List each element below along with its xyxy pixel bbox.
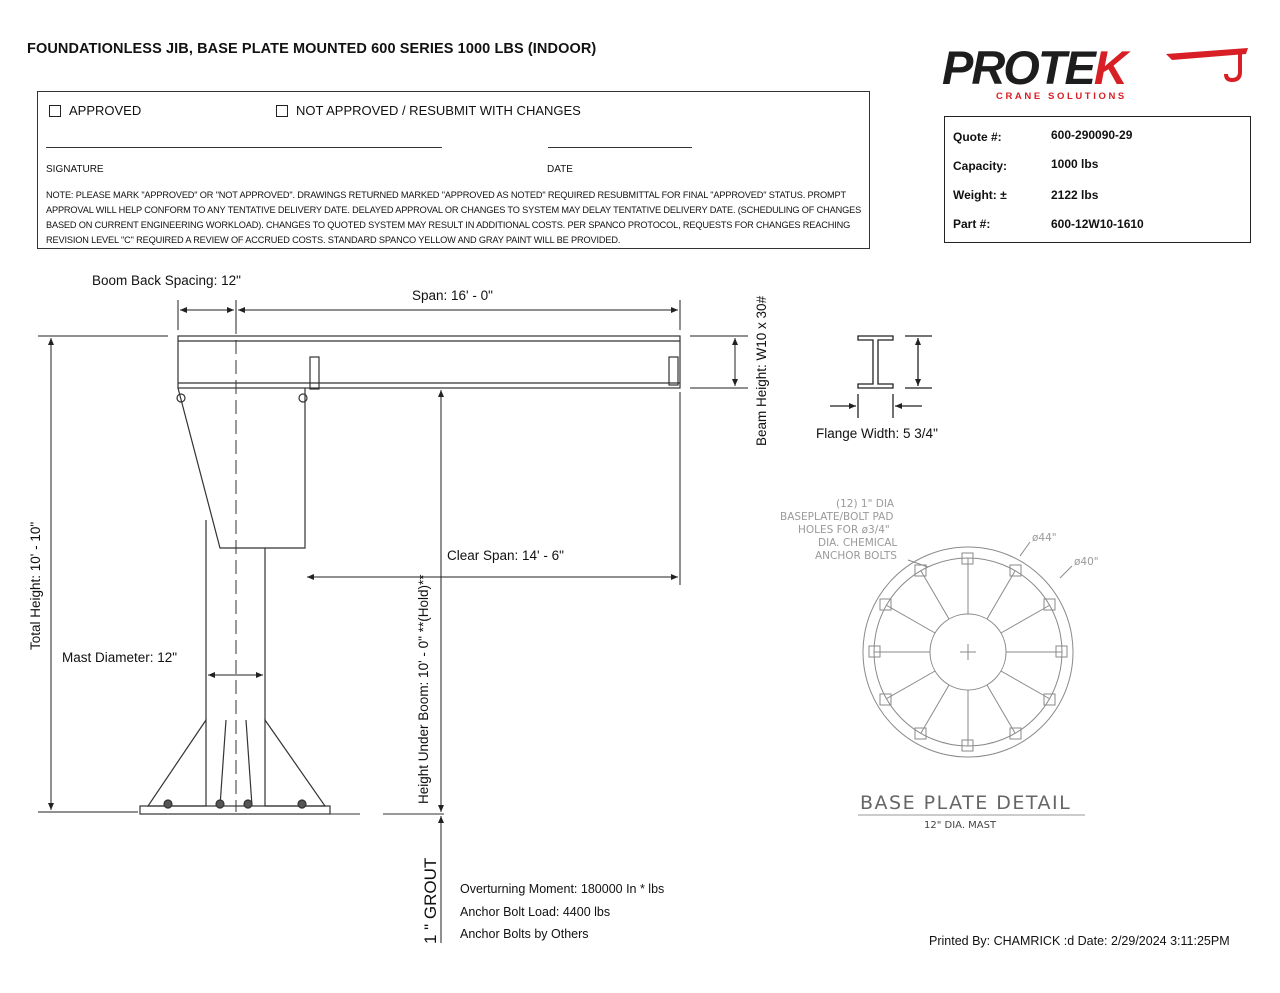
holes-note-line-5: ANCHOR BOLTS: [815, 550, 897, 562]
holes-note-line-4: DIA. CHEMICAL: [818, 537, 898, 549]
clear-span-label: Clear Span: 14' - 6": [447, 548, 564, 563]
base-plate-detail-subtitle: 12" DIA. MAST: [924, 820, 997, 831]
holes-note-line-3: HOLES FOR ø3/4": [798, 524, 890, 536]
bolt-circle-diameter-label: ø40": [1074, 556, 1099, 568]
span-dimension: [238, 300, 680, 330]
part-number-value: 600-12W10-1610: [1051, 217, 1144, 231]
beam-height-label: Beam Height: W10 x 30#: [754, 295, 769, 446]
boom-back-spacing-label: Boom Back Spacing: 12": [92, 273, 241, 288]
approved-label: APPROVED: [69, 103, 142, 118]
printed-by-footer: Printed By: CHAMRICK :d Date: 2/29/2024 3:11:25PM: [929, 934, 1230, 948]
logo-wordmark: PROTEK: [942, 41, 1126, 94]
total-height-dimension: [38, 336, 168, 812]
height-under-boom-label: Height Under Boom: 10' - 0" **(Hold)**: [416, 574, 431, 804]
overturning-moment-note: Overturning Moment: 180000 In * lbs: [460, 882, 665, 896]
base-plate-detail: [858, 542, 1085, 815]
signature-label: SIGNATURE: [46, 164, 104, 175]
grout-label: 1 " GROUT: [421, 857, 440, 944]
anchor-bolt-load-note: Anchor Bolt Load: 4400 lbs: [460, 905, 611, 919]
total-height-label: Total Height: 10' - 10": [28, 521, 43, 650]
part-number-label: Part #:: [953, 217, 991, 231]
span-label: Span: 16' - 0": [412, 288, 493, 303]
outer-diameter-label: ø44": [1032, 532, 1057, 544]
base-gussets: [140, 720, 330, 814]
logo-subtitle: CRANE SOLUTIONS: [996, 91, 1127, 102]
document-title: FOUNDATIONLESS JIB, BASE PLATE MOUNTED 600 SERIES 1000 LBS (INDOOR): [27, 41, 597, 57]
weight-value: 2122 lbs: [1051, 188, 1099, 202]
not-approved-label: NOT APPROVED / RESUBMIT WITH CHANGES: [296, 103, 581, 118]
date-label: DATE: [547, 164, 573, 175]
quote-number-label: Quote #:: [953, 130, 1002, 144]
holes-note-line-2: BASEPLATE/BOLT PAD: [780, 511, 894, 523]
holes-note-line-1: (12) 1" DIA: [836, 498, 895, 510]
approval-note: NOTE: PLEASE MARK "APPROVED" OR "NOT APPROVED". DRAWINGS RETURNED MARKED "APPROVED AS NOTED" REQUIRED RESUBMITTAL FOR FINAL "APPROVED" STATUS. PROMPT APPROVAL WILL HELP CONFORM TO ANY TENTATIVE DELIVERY DATE. DELAYED APPROVAL OR CHANGES TO SYSTEM MAY DELAY TENTATIVE DELIVERY DATE. (SCHEDULING OF CHANGES BASED ON CURRENT ENGINEERING WORKLOAD). CHANGES TO QUOTED SYSTEM MAY RESULT IN ADDITIONAL COSTS. PER SPANCO PROTOCOL, REQUESTS FOR CHANGES REACHING REVISION LEVEL "C" REQUIRED A REVIEW OF ACCRUED COSTS. STANDARD SPANCO YELLOW AND GRAY PAINT WILL BE PROVIDED.: [46, 190, 862, 245]
boom-back-spacing-dimension: [178, 300, 236, 330]
quote-number-value: 600-290090-29: [1051, 128, 1133, 142]
logo-accent-letter: K: [1093, 41, 1126, 94]
mast-diameter-label: Mast Diameter: 12": [62, 650, 178, 665]
capacity-value: 1000 lbs: [1051, 157, 1099, 171]
boom-beam: [177, 336, 680, 402]
beam-height-dimension: [690, 336, 748, 388]
mast: [178, 300, 305, 812]
weight-label: Weight: ±: [953, 188, 1007, 202]
anchor-bolts-note: Anchor Bolts by Others: [460, 927, 589, 941]
capacity-label: Capacity:: [953, 159, 1008, 173]
i-beam-section-icon: [830, 336, 932, 418]
base-plate-detail-title: BASE PLATE DETAIL: [860, 792, 1072, 814]
flange-width-label: Flange Width: 5 3/4": [816, 426, 938, 441]
